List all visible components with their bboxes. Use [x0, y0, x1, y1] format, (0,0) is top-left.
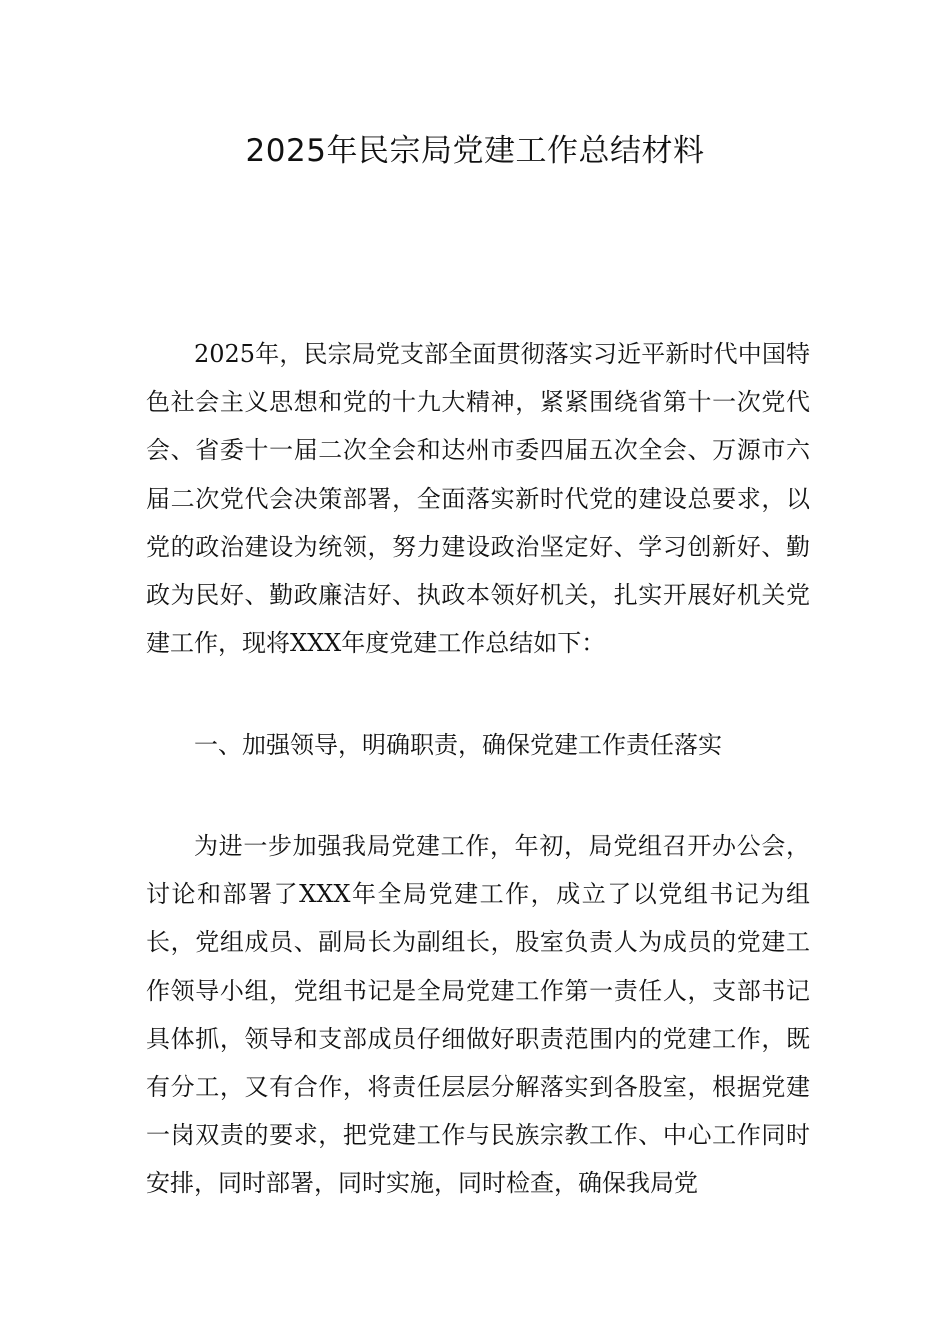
document-title: 2025年民宗局党建工作总结材料 [245, 133, 705, 169]
section-heading: 一、加强领导，明确职责，确保党建工作责任落实 [194, 731, 722, 759]
section-paragraph: 为进一步加强我局党建工作，年初，局党组召开办公会，讨论和部署了XXX年全局党建工作，成立了以党组书记为组长，党组成员、副局长为副组长，股室负责人为成员的党建工作领导小组，党组书记是全局党建工作第一责任人，支部书记具体抓，领导和支部成员仔细做好职责范围内的党建工作，既有分工，又有合作，将责任层层分解落实到各股室，根据党建一岗双责的要求，把党建工作与民族宗教工作、中心工作同时安排，同时部署，同时实施，同时检查，确保我局党 [146, 832, 810, 1198]
intro-paragraph: 2025年，民宗局党支部全面贯彻落实习近平新时代中国特色社会主义思想和党的十九大精神，紧紧围绕省第十一次党代会、省委十一届二次全会和达州市委四届五次全会、万源市六届二次党代会决策部署，全面落实新时代党的建设总要求，以党的政治建设为统领，努力建设政治坚定好、学习创新好、勤政为民好、勤政廉洁好、执政本领好机关，扎实开展好机关党建工作，现将XXX年度党建工作总结如下： [146, 340, 810, 658]
